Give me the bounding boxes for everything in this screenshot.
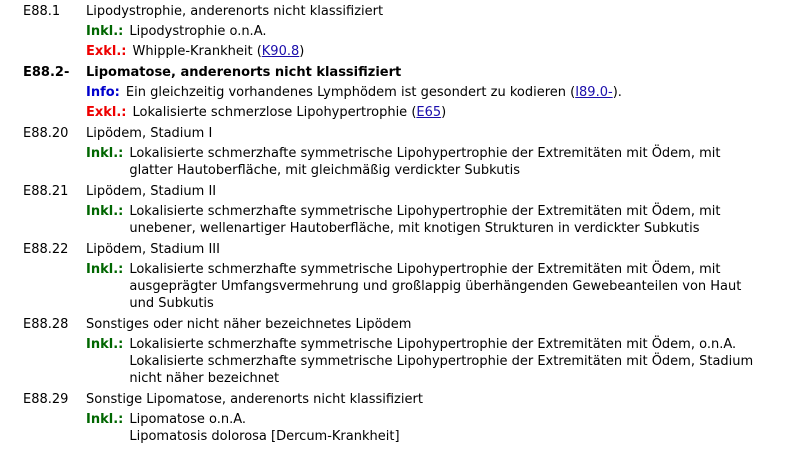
code-entry-e88-1 — [0, 3, 808, 20]
code-link-e65[interactable]: E65 — [416, 105, 442, 120]
info-text-pre: Ein gleichzeitig vorhandenes Lymphödem ist gesondert zu kodieren ( — [125, 85, 576, 100]
inkl-note — [86, 336, 808, 387]
inkl-line: Lokalisierte schmerzhafte symmetrische Lipohypertrophie der Extremitäten mit Ödem, mit — [129, 146, 721, 161]
code-title: Sonstiges oder nicht näher bezeichnetes Lipödem — [86, 317, 412, 332]
inkl-line: Lipodystrophie o.n.A. — [129, 24, 267, 39]
inkl-line: Lokalisierte schmerzhafte symmetrische Lipohypertrophie der Extremitäten mit Ödem, mit — [129, 204, 721, 219]
inkl-text — [129, 203, 808, 237]
inkl-line: unebener, wellenartiger Hautoberfläche, mit knotigen Strukturen in verdickter Subkutis — [129, 221, 700, 236]
code-title: Sonstige Lipomatose, anderenorts nicht klassifiziert — [86, 392, 423, 407]
inkl-text — [129, 261, 808, 312]
code-entry-e88-21 — [0, 183, 808, 200]
exkl-note — [86, 43, 808, 60]
code-entry-e88-22 — [0, 241, 808, 258]
inkl-text — [129, 336, 808, 387]
inkl-label: Inkl.: — [86, 337, 124, 352]
inkl-line: Lokalisierte schmerzhafte symmetrische Lipohypertrophie der Extremitäten mit Ödem, Stadium — [129, 354, 754, 369]
code-title: Lipödem, Stadium III — [86, 242, 220, 257]
info-note — [86, 84, 808, 101]
code-number: E88.20 — [23, 126, 69, 141]
code-title: Lipomatose, anderenorts nicht klassifiziert — [86, 65, 402, 80]
code-link-k90-8[interactable]: K90.8 — [261, 44, 300, 59]
inkl-text — [129, 145, 808, 179]
code-number: E88.29 — [23, 392, 69, 407]
info-text-post: ). — [612, 85, 622, 100]
inkl-line: Lokalisierte schmerzhafte symmetrische Lipohypertrophie der Extremitäten mit Ödem, mit — [129, 262, 721, 277]
exkl-text — [133, 43, 808, 60]
code-title: Lipodystrophie, anderenorts nicht klassifiziert — [86, 4, 384, 19]
code-entry-e88-28 — [0, 316, 808, 333]
inkl-line: Lipomatose o.n.A. — [129, 412, 247, 427]
inkl-label: Inkl.: — [86, 146, 124, 161]
exkl-label: Exkl.: — [86, 44, 127, 59]
code-title: Lipödem, Stadium II — [86, 184, 217, 199]
code-link-i89-0[interactable]: I89.0- — [575, 85, 613, 100]
code-entry-e88-2 — [0, 64, 808, 81]
exkl-note — [86, 104, 808, 121]
code-number: E88.28 — [23, 317, 69, 332]
inkl-note — [86, 145, 808, 179]
code-number: E88.1 — [23, 4, 61, 19]
inkl-line: nicht näher bezeichnet — [129, 371, 280, 386]
code-number: E88.21 — [23, 184, 69, 199]
code-number: E88.22 — [23, 242, 69, 257]
info-text — [126, 84, 808, 101]
info-label: Info: — [86, 85, 120, 100]
inkl-note — [86, 23, 808, 40]
inkl-note — [86, 411, 808, 445]
inkl-text — [129, 23, 808, 40]
inkl-line: ausgeprägter Umfangsvermehrung und großlappig überhängenden Gewebeanteilen von Haut — [129, 279, 742, 294]
exkl-text-post: ) — [441, 105, 447, 120]
inkl-label: Inkl.: — [86, 24, 124, 39]
exkl-text-post: ) — [299, 44, 305, 59]
exkl-text — [133, 104, 808, 121]
code-title: Lipödem, Stadium I — [86, 126, 213, 141]
inkl-text — [129, 411, 808, 445]
inkl-note — [86, 261, 808, 312]
exkl-text-pre: Whipple-Krankheit ( — [132, 44, 262, 59]
inkl-label: Inkl.: — [86, 204, 124, 219]
inkl-label: Inkl.: — [86, 412, 124, 427]
exkl-label: Exkl.: — [86, 105, 127, 120]
inkl-line: glatter Hautoberfläche, mit gleichmäßig verdickter Subkutis — [129, 163, 520, 178]
inkl-label: Inkl.: — [86, 262, 124, 277]
code-entry-e88-29 — [0, 391, 808, 408]
inkl-line: Lokalisierte schmerzhafte symmetrische Lipohypertrophie der Extremitäten mit Ödem, o.n.A. — [129, 337, 737, 352]
code-number: E88.2- — [23, 65, 70, 80]
exkl-text-pre: Lokalisierte schmerzlose Lipohypertrophie ( — [132, 105, 417, 120]
inkl-line: und Subkutis — [129, 296, 214, 311]
inkl-line: Lipomatosis dolorosa [Dercum-Krankheit] — [129, 429, 400, 444]
code-entry-e88-20 — [0, 125, 808, 142]
inkl-note — [86, 203, 808, 237]
